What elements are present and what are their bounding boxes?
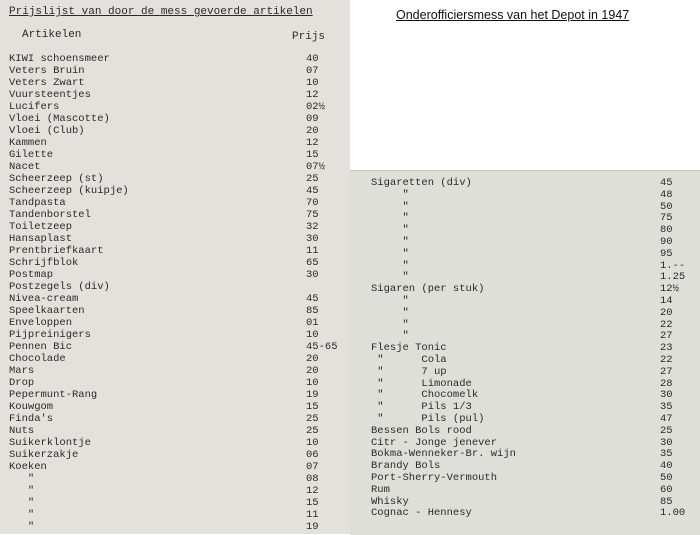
price-list-row xyxy=(9,401,329,413)
article-price: 48 xyxy=(660,188,673,201)
price-list-row xyxy=(9,101,329,113)
article-name: Bessen Bols rood xyxy=(371,424,472,437)
article-name: " Pils 1/3 xyxy=(371,401,472,414)
article-price: 1.00 xyxy=(660,507,686,520)
price-list-row xyxy=(9,281,329,293)
article-price: 07½ xyxy=(306,161,325,173)
article-price: 22 xyxy=(660,354,673,366)
price-list-row xyxy=(9,245,329,257)
price-list-row xyxy=(9,293,329,305)
article-name: Nacet xyxy=(9,161,41,173)
photo-caption: Onderofficiersmess van het Depot in 1947 xyxy=(396,8,630,22)
article-price: 19 xyxy=(306,389,319,401)
article-name: Bokma-Wenneker-Br. wijn xyxy=(371,448,516,461)
price-list-row xyxy=(371,354,691,366)
price-list-row xyxy=(371,378,691,390)
article-name: " xyxy=(9,485,35,497)
article-name: " xyxy=(371,247,409,260)
price-list-row xyxy=(371,484,691,496)
article-name: Nivea-cream xyxy=(9,293,79,305)
column-header-articles: Artikelen xyxy=(22,29,82,41)
article-name: " xyxy=(371,271,409,284)
article-price: 45-65 xyxy=(306,341,338,353)
price-list-row xyxy=(9,425,329,437)
article-name: Scheerzeep (kuipje) xyxy=(9,185,129,197)
article-name: " xyxy=(371,306,409,319)
price-list-row xyxy=(371,283,691,295)
document-title: Prijslijst van door de mess gevoerde artikelen xyxy=(9,6,313,18)
article-name: Speelkaarten xyxy=(9,305,85,317)
article-price: 22 xyxy=(660,318,673,331)
price-list-row xyxy=(9,233,329,245)
article-name: Lucifers xyxy=(9,101,60,113)
price-list-row xyxy=(371,472,691,484)
price-list-row xyxy=(9,269,329,281)
price-list-row xyxy=(9,197,329,209)
price-list-row xyxy=(371,177,691,189)
article-name: Veters Bruin xyxy=(9,65,85,77)
article-price: 23 xyxy=(660,342,673,355)
article-name: Mars xyxy=(9,365,35,377)
price-list-row xyxy=(371,366,691,378)
article-name: Enveloppen xyxy=(9,317,73,329)
price-list-row xyxy=(9,77,329,89)
article-name: Tandpasta xyxy=(9,197,66,209)
price-list-row xyxy=(9,137,329,149)
price-list-row xyxy=(9,113,329,125)
article-price: 85 xyxy=(306,305,319,317)
article-price: 06 xyxy=(306,449,319,461)
article-price: 25 xyxy=(306,413,319,425)
price-list-row xyxy=(371,496,691,508)
article-name: Kammen xyxy=(9,137,47,149)
price-list-row xyxy=(9,173,329,185)
article-price: 10 xyxy=(306,377,319,389)
price-list-row xyxy=(9,341,338,353)
price-list-row xyxy=(9,125,329,137)
article-name: Scheerzeep (st) xyxy=(9,173,104,185)
article-name: Drop xyxy=(9,377,35,389)
article-name: Pepermunt-Rang xyxy=(9,389,98,401)
article-name: Vloei (Club) xyxy=(9,125,85,137)
article-name: Rum xyxy=(371,483,390,496)
article-name: Suikerzakje xyxy=(9,449,79,461)
article-name: " xyxy=(371,318,409,331)
article-price: 50 xyxy=(660,200,673,213)
article-name: Schrijfblok xyxy=(9,257,79,269)
article-price: 19 xyxy=(306,521,319,533)
article-price: 01 xyxy=(306,317,319,329)
article-price: 80 xyxy=(660,224,673,237)
article-name: " Chocomelk xyxy=(371,389,479,402)
article-price: 35 xyxy=(660,448,673,461)
article-name: Brandy Bols xyxy=(371,460,441,473)
article-price: 11 xyxy=(306,245,319,257)
article-price: 50 xyxy=(660,472,673,484)
article-price: 20 xyxy=(306,125,319,137)
price-list-row xyxy=(9,305,329,317)
article-name: Toiletzeep xyxy=(9,221,73,233)
price-list-row xyxy=(371,507,691,519)
article-price: 07 xyxy=(306,461,319,473)
article-name: Prentbriefkaart xyxy=(9,245,104,257)
price-list-row xyxy=(9,209,329,221)
price-list-row xyxy=(371,307,691,319)
article-name: " xyxy=(371,224,409,237)
article-name: " xyxy=(371,188,409,201)
article-name: Hansaplast xyxy=(9,233,73,245)
price-list-row xyxy=(9,161,329,173)
price-list-row xyxy=(9,437,329,449)
article-price: 45 xyxy=(660,177,673,189)
article-price: 15 xyxy=(306,401,319,413)
article-name: Vuursteentjes xyxy=(9,89,91,101)
article-name: Postzegels (div) xyxy=(9,281,110,293)
article-name: " xyxy=(9,497,35,509)
article-price: 27 xyxy=(660,365,673,378)
article-name: Cognac - Hennesy xyxy=(371,507,472,520)
price-list-row xyxy=(371,319,691,331)
price-list-row xyxy=(371,260,691,272)
article-name: Pijpreinigers xyxy=(9,329,91,341)
column-header-price: Prijs xyxy=(292,31,326,43)
price-list-row xyxy=(9,461,329,473)
article-price: 28 xyxy=(660,377,673,390)
price-list-row xyxy=(371,401,691,413)
article-name: Citr - Jonge jenever xyxy=(371,436,498,449)
article-name: Veters Zwart xyxy=(9,77,85,89)
price-list-row xyxy=(371,295,691,307)
article-name: Vloei (Mascotte) xyxy=(9,113,110,125)
price-list-row xyxy=(371,342,691,354)
article-name: Finda's xyxy=(9,413,54,425)
article-price: 09 xyxy=(306,113,319,125)
article-name: " 7 up xyxy=(371,365,447,378)
article-name: " Cola xyxy=(371,354,447,366)
price-list-row xyxy=(9,389,329,401)
price-list-row xyxy=(371,271,691,283)
article-name: " xyxy=(371,295,409,307)
article-price: 12 xyxy=(306,485,319,497)
article-name: " xyxy=(9,521,35,533)
article-name: " xyxy=(371,236,409,248)
article-price: 85 xyxy=(660,495,673,508)
price-list-row xyxy=(371,460,691,472)
price-list-row xyxy=(371,248,691,260)
price-list-row xyxy=(371,236,691,248)
article-price: 75 xyxy=(660,212,673,225)
article-price: 45 xyxy=(306,293,319,305)
price-list-row xyxy=(9,473,329,485)
price-list-row xyxy=(9,221,329,233)
price-list-row xyxy=(9,53,329,65)
article-name: Whisky xyxy=(371,495,409,508)
article-price: 27 xyxy=(660,330,673,343)
price-list-row xyxy=(371,425,691,437)
article-price: 25 xyxy=(660,424,673,437)
price-list-row xyxy=(9,149,329,161)
price-list-row xyxy=(9,329,329,341)
price-list-row xyxy=(9,413,329,425)
article-name: Sigaretten (div) xyxy=(371,177,472,189)
price-list-row xyxy=(9,485,329,497)
price-list-row xyxy=(371,201,691,213)
article-price: 75 xyxy=(306,209,319,221)
price-list-row xyxy=(9,317,329,329)
price-list-row xyxy=(9,449,329,461)
article-name: Suikerklontje xyxy=(9,437,91,449)
price-list-row xyxy=(371,224,691,236)
article-price: 35 xyxy=(660,401,673,414)
article-name: " xyxy=(9,509,35,521)
article-price: 32 xyxy=(306,221,319,233)
price-list-row xyxy=(9,521,329,533)
price-list-row xyxy=(9,65,329,77)
article-name: Pennen Bic xyxy=(9,341,73,353)
article-name: Tandenborstel xyxy=(9,209,91,221)
article-price: 25 xyxy=(306,425,319,437)
article-name: Sigaren (per stuk) xyxy=(371,283,485,296)
article-name: " xyxy=(9,473,35,485)
article-price: 20 xyxy=(306,353,319,365)
article-name: Postmap xyxy=(9,269,54,281)
article-price: 14 xyxy=(660,295,673,307)
price-list-row xyxy=(371,212,691,224)
article-name: " xyxy=(371,330,409,343)
article-price: 15 xyxy=(306,497,319,509)
article-price: 07 xyxy=(306,65,319,77)
article-name: " xyxy=(371,259,409,272)
price-list-row xyxy=(371,448,691,460)
price-list-row xyxy=(9,353,329,365)
article-name: Gilette xyxy=(9,149,54,161)
price-list-row xyxy=(9,185,329,197)
article-name: KIWI schoensmeer xyxy=(9,53,110,65)
article-name: Flesje Tonic xyxy=(371,342,447,355)
article-name: " Limonade xyxy=(371,377,472,390)
article-price: 65 xyxy=(306,257,319,269)
article-name: Port-Sherry-Vermouth xyxy=(371,472,498,484)
article-price: 60 xyxy=(660,483,673,496)
article-name: Koeken xyxy=(9,461,47,473)
article-price: 08 xyxy=(306,473,319,485)
article-name: Chocolade xyxy=(9,353,66,365)
article-name: " xyxy=(371,212,409,225)
article-price: 30 xyxy=(306,269,319,281)
article-price: 30 xyxy=(660,389,673,402)
article-price: 1.-- xyxy=(660,259,686,272)
article-name: Kouwgom xyxy=(9,401,54,413)
article-price: 10 xyxy=(306,437,319,449)
article-price: 70 xyxy=(306,197,319,209)
price-list-row xyxy=(371,413,691,425)
price-list-row xyxy=(9,365,329,377)
article-price: 10 xyxy=(306,77,319,89)
article-price: 30 xyxy=(306,233,319,245)
article-price: 1.25 xyxy=(660,271,686,284)
article-name: " Pils (pul) xyxy=(371,413,485,425)
article-price: 12½ xyxy=(660,283,679,296)
article-price: 95 xyxy=(660,247,673,260)
article-price: 02½ xyxy=(306,101,325,113)
article-price: 90 xyxy=(660,236,673,248)
price-list-row xyxy=(371,189,691,201)
article-price: 45 xyxy=(306,185,319,197)
price-list-row xyxy=(9,497,329,509)
article-price: 40 xyxy=(306,53,319,65)
price-list-row xyxy=(9,509,329,521)
price-list-row xyxy=(9,257,329,269)
price-list-row xyxy=(371,330,691,342)
article-price: 20 xyxy=(660,306,673,319)
article-price: 25 xyxy=(306,173,319,185)
article-price: 15 xyxy=(306,149,319,161)
price-list-row xyxy=(371,389,691,401)
article-price: 12 xyxy=(306,137,319,149)
article-name: Nuts xyxy=(9,425,35,437)
article-price: 40 xyxy=(660,460,673,473)
price-list-row xyxy=(9,377,329,389)
article-name: " xyxy=(371,200,409,213)
article-price: 47 xyxy=(660,413,673,425)
article-price: 12 xyxy=(306,89,319,101)
price-list-row xyxy=(371,437,691,449)
price-list-row xyxy=(9,89,329,101)
article-price: 11 xyxy=(306,509,319,521)
article-price: 30 xyxy=(660,436,673,449)
article-price: 20 xyxy=(306,365,319,377)
article-price: 10 xyxy=(306,329,319,341)
